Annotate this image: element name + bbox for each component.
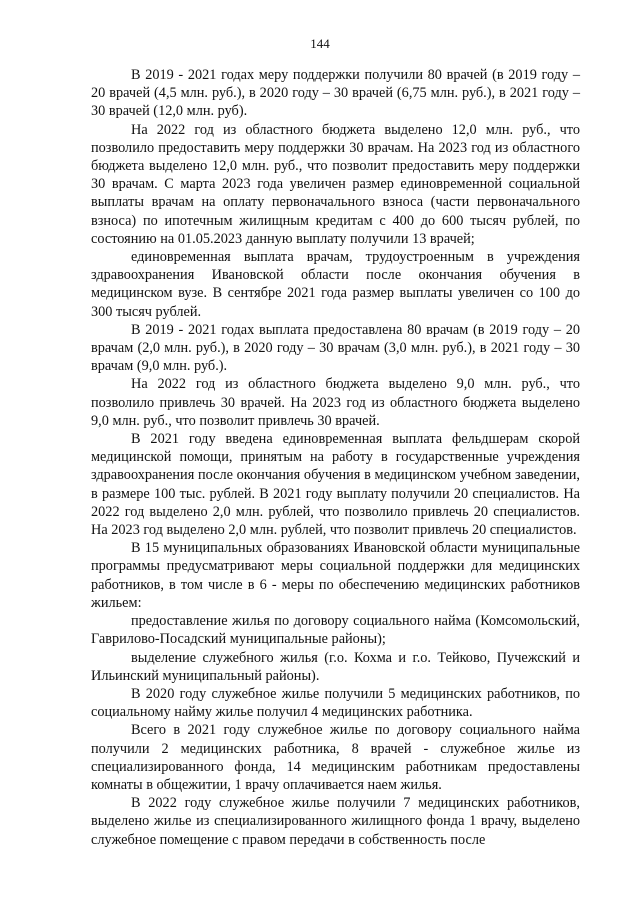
paragraph: В 2019 - 2021 годах меру поддержки получили 80 врачей (в 2019 году – 20 врачей (4,5 млн. руб.), в 2020 году – 30 врачей (6,75 млн. руб.), в 2021 году – 30 врачей (12,0 млн. руб). (91, 67, 580, 120)
paragraph: В 15 муниципальных образованиях Ивановской области муниципальные программы предусматривают меры социальной поддержки для медицинских работников, в том числе в 6 - меры по обеспечению медицинских работников жильем: (91, 540, 580, 611)
page-number: 144 (310, 36, 330, 51)
paragraph: В 2020 году служебное жилье получили 5 медицинских работников, по социальному найму жилье получил 4 медицинских работника. (91, 685, 580, 721)
paragraph: В 2021 году введена единовременная выплата фельдшерам скорой медицинской помощи, принятым на работу в государственные учреждения здравоохранения после окончания обучения в медицинском учебном заведении, в размере 100 тыс. рублей. В 2021 году выплату получили 20 специалистов. На 2022 год выделено 2,0 млн. рублей, что позволило привлечь 20 специалистов. На 2023 год выделено 2,0 млн. рублей, что позволит привлечь 20 специалистов. (91, 431, 580, 539)
paragraph: предоставление жилья по договору социального найма (Комсомольский, Гаврилово-Посадский муниципальные районы); (91, 613, 580, 648)
paragraph: В 2022 году служебное жилье получили 7 медицинских работников, выделено жилье из специализированного жилищного фонда 1 врачу, выделено служебное помещение с правом передачи в собственность после (91, 795, 580, 848)
document-body (91, 66, 580, 849)
paragraph: единовременная выплата врачам, трудоустроенным в учреждения здравоохранения Ивановской области после окончания обучения в медицинском вузе. В сентябре 2021 года размер выплаты увеличен со 100 до 300 тысяч рублей. (91, 249, 580, 320)
paragraph: выделение служебного жилья (г.о. Кохма и г.о. Тейково, Пучежский и Ильинский муниципальный районы). (91, 649, 580, 684)
paragraph: В 2019 - 2021 годах выплата предоставлена 80 врачам (в 2019 году – 20 врачам (2,0 млн. руб.), в 2020 году – 30 врачам (3,0 млн. руб.), в 2021 году – 30 врачам (9,0 млн. руб.). (91, 321, 580, 375)
paragraph: Всего в 2021 году служебное жилье по договору социального найма получили 2 медицинских работника, 8 врачей - служебное жилье из специализированного фонда, 14 медицинским работникам предоставлены комнаты в общежитии, 1 врачу оплачивается наем жилья. (91, 722, 580, 793)
paragraph: На 2022 год из областного бюджета выделено 9,0 млн. руб., что позволило привлечь 30 врачей. На 2023 год из областного бюджета выделено 9,0 млн. руб., что позволит привлечь 30 врачей. (91, 376, 580, 429)
paragraph: На 2022 год из областного бюджета выделено 12,0 млн. руб., что позволило предоставить меру поддержки 30 врачам. На 2023 год из областного бюджета выделено 12,0 млн. руб., что позволит предоставить меру поддержки 30 врачам. С марта 2023 года увеличен размер единовременной социальной выплаты врачам на оплату первоначального взноса (части первоначального взноса) по ипотечным жилищным кредитам с 400 до 600 тысяч рублей, по состоянию на 01.05.2023 данную выплату получили 13 врачей; (91, 121, 580, 247)
